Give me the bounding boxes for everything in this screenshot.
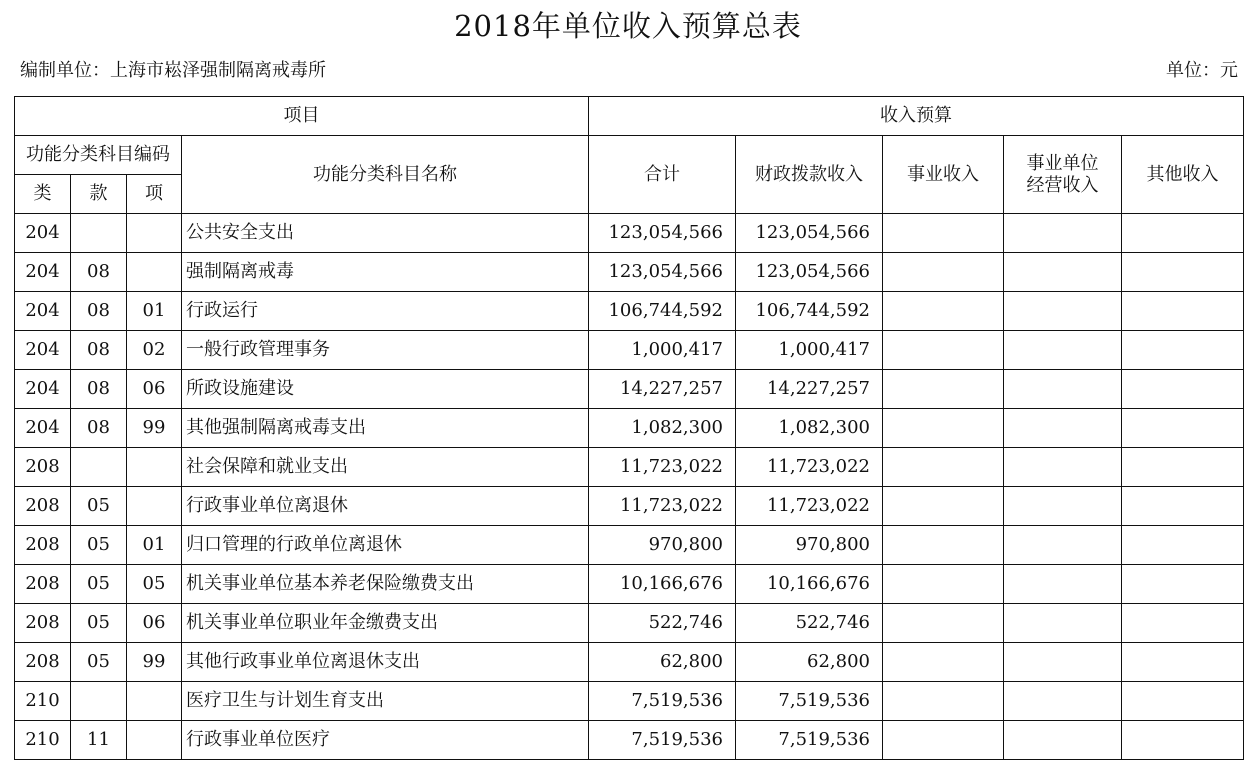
cell-xiang: 06 [127, 604, 182, 643]
cell-lei: 208 [15, 487, 71, 526]
cell-operating [1004, 604, 1122, 643]
cell-fiscal: 106,744,592 [736, 292, 883, 331]
table-row [15, 526, 1244, 565]
cell-subject-name: 其他强制隔离戒毒支出 [182, 409, 589, 448]
cell-kuan: 05 [71, 604, 127, 643]
cell-total: 1,082,300 [589, 409, 736, 448]
cell-fiscal: 7,519,536 [736, 682, 883, 721]
cell-subject-name: 所政设施建设 [182, 370, 589, 409]
cell-total: 106,744,592 [589, 292, 736, 331]
cell-business [883, 487, 1004, 526]
cell-other [1122, 370, 1244, 409]
cell-subject-name: 行政事业单位离退休 [182, 487, 589, 526]
table-row [15, 409, 1244, 448]
cell-total: 7,519,536 [589, 721, 736, 760]
income-budget-table [14, 96, 1244, 760]
cell-subject-name: 机关事业单位基本养老保险缴费支出 [182, 565, 589, 604]
header-operating-line1: 事业单位 [1026, 152, 1099, 174]
header-xiang: 项 [127, 175, 182, 214]
cell-other [1122, 487, 1244, 526]
cell-other [1122, 643, 1244, 682]
cell-business [883, 448, 1004, 487]
header-subject-name: 功能分类科目名称 [182, 136, 589, 214]
cell-subject-name: 公共安全支出 [182, 214, 589, 253]
cell-other [1122, 682, 1244, 721]
cell-subject-name: 社会保障和就业支出 [182, 448, 589, 487]
table-row [15, 487, 1244, 526]
cell-operating [1004, 721, 1122, 760]
cell-lei: 208 [15, 526, 71, 565]
cell-business [883, 643, 1004, 682]
header-income-budget: 收入预算 [589, 97, 1244, 136]
cell-total: 1,000,417 [589, 331, 736, 370]
header-lei: 类 [15, 175, 71, 214]
cell-fiscal: 11,723,022 [736, 487, 883, 526]
cell-business [883, 565, 1004, 604]
cell-subject-name: 一般行政管理事务 [182, 331, 589, 370]
page-title: 2018年单位收入预算总表 [454, 9, 802, 43]
cell-operating [1004, 526, 1122, 565]
cell-operating [1004, 409, 1122, 448]
cell-total: 11,723,022 [589, 487, 736, 526]
cell-fiscal: 1,082,300 [736, 409, 883, 448]
cell-fiscal: 62,800 [736, 643, 883, 682]
table-row [15, 448, 1244, 487]
cell-business [883, 409, 1004, 448]
cell-other [1122, 214, 1244, 253]
cell-kuan [71, 448, 127, 487]
cell-other [1122, 253, 1244, 292]
cell-total: 14,227,257 [589, 370, 736, 409]
cell-operating [1004, 448, 1122, 487]
cell-business [883, 292, 1004, 331]
cell-lei: 210 [15, 682, 71, 721]
cell-fiscal: 11,723,022 [736, 448, 883, 487]
cell-operating [1004, 487, 1122, 526]
cell-xiang: 01 [127, 292, 182, 331]
cell-xiang [127, 682, 182, 721]
cell-business [883, 721, 1004, 760]
cell-lei: 210 [15, 721, 71, 760]
cell-operating [1004, 682, 1122, 721]
cell-fiscal: 522,746 [736, 604, 883, 643]
cell-operating [1004, 292, 1122, 331]
cell-total: 123,054,566 [589, 253, 736, 292]
cell-xiang [127, 448, 182, 487]
cell-fiscal: 123,054,566 [736, 253, 883, 292]
cell-xiang [127, 253, 182, 292]
cell-operating [1004, 331, 1122, 370]
cell-kuan: 05 [71, 526, 127, 565]
cell-business [883, 214, 1004, 253]
table-row [15, 331, 1244, 370]
header-item: 项目 [15, 97, 589, 136]
cell-fiscal: 123,054,566 [736, 214, 883, 253]
table-row [15, 253, 1244, 292]
header-operating-line2: 经营收入 [1026, 174, 1099, 196]
cell-operating [1004, 253, 1122, 292]
cell-xiang: 99 [127, 643, 182, 682]
cell-total: 11,723,022 [589, 448, 736, 487]
cell-business [883, 370, 1004, 409]
cell-other [1122, 565, 1244, 604]
cell-xiang: 99 [127, 409, 182, 448]
cell-kuan: 08 [71, 331, 127, 370]
cell-kuan: 05 [71, 487, 127, 526]
cell-xiang: 05 [127, 565, 182, 604]
cell-operating [1004, 643, 1122, 682]
cell-other [1122, 604, 1244, 643]
header-fiscal: 财政拨款收入 [736, 136, 883, 214]
cell-fiscal: 14,227,257 [736, 370, 883, 409]
cell-lei: 204 [15, 409, 71, 448]
cell-operating [1004, 565, 1122, 604]
cell-subject-name: 行政事业单位医疗 [182, 721, 589, 760]
compiling-unit: 编制单位：上海市崧泽强制隔离戒毒所 [20, 60, 326, 81]
cell-operating [1004, 370, 1122, 409]
cell-kuan [71, 682, 127, 721]
cell-fiscal: 1,000,417 [736, 331, 883, 370]
table-row [15, 721, 1244, 760]
cell-other [1122, 526, 1244, 565]
header-code-group: 功能分类科目编码 [15, 136, 182, 175]
table-row [15, 214, 1244, 253]
cell-business [883, 526, 1004, 565]
cell-kuan: 05 [71, 643, 127, 682]
cell-fiscal: 7,519,536 [736, 721, 883, 760]
cell-business [883, 604, 1004, 643]
header-total: 合计 [589, 136, 736, 214]
table-row [15, 682, 1244, 721]
cell-total: 522,746 [589, 604, 736, 643]
cell-lei: 208 [15, 565, 71, 604]
cell-xiang [127, 487, 182, 526]
table-row [15, 370, 1244, 409]
cell-other [1122, 448, 1244, 487]
cell-lei: 204 [15, 292, 71, 331]
cell-total: 970,800 [589, 526, 736, 565]
cell-kuan: 08 [71, 409, 127, 448]
cell-other [1122, 292, 1244, 331]
cell-kuan: 08 [71, 370, 127, 409]
cell-fiscal: 970,800 [736, 526, 883, 565]
cell-subject-name: 其他行政事业单位离退休支出 [182, 643, 589, 682]
cell-business [883, 253, 1004, 292]
cell-lei: 208 [15, 604, 71, 643]
cell-kuan: 08 [71, 292, 127, 331]
cell-xiang: 01 [127, 526, 182, 565]
cell-other [1122, 409, 1244, 448]
table-row [15, 604, 1244, 643]
cell-kuan: 11 [71, 721, 127, 760]
cell-lei: 208 [15, 448, 71, 487]
cell-subject-name: 强制隔离戒毒 [182, 253, 589, 292]
cell-kuan: 05 [71, 565, 127, 604]
cell-lei: 204 [15, 331, 71, 370]
cell-total: 10,166,676 [589, 565, 736, 604]
cell-xiang [127, 214, 182, 253]
cell-total: 62,800 [589, 643, 736, 682]
table-row [15, 565, 1244, 604]
cell-lei: 204 [15, 214, 71, 253]
cell-other [1122, 331, 1244, 370]
cell-lei: 208 [15, 643, 71, 682]
cell-subject-name: 机关事业单位职业年金缴费支出 [182, 604, 589, 643]
cell-total: 123,054,566 [589, 214, 736, 253]
cell-fiscal: 10,166,676 [736, 565, 883, 604]
table-row [15, 292, 1244, 331]
cell-subject-name: 行政运行 [182, 292, 589, 331]
cell-kuan [71, 214, 127, 253]
cell-xiang [127, 721, 182, 760]
cell-total: 7,519,536 [589, 682, 736, 721]
cell-business [883, 682, 1004, 721]
cell-xiang: 02 [127, 331, 182, 370]
cell-lei: 204 [15, 253, 71, 292]
cell-subject-name: 医疗卫生与计划生育支出 [182, 682, 589, 721]
cell-business [883, 331, 1004, 370]
header-kuan: 款 [71, 175, 127, 214]
header-business: 事业收入 [883, 136, 1004, 214]
cell-kuan: 08 [71, 253, 127, 292]
cell-operating [1004, 214, 1122, 253]
header-other: 其他收入 [1122, 136, 1244, 214]
cell-lei: 204 [15, 370, 71, 409]
cell-subject-name: 归口管理的行政单位离退休 [182, 526, 589, 565]
table-row [15, 643, 1244, 682]
header-operating [1004, 136, 1122, 214]
currency-unit: 单位：元 [1166, 60, 1238, 81]
cell-xiang: 06 [127, 370, 182, 409]
cell-other [1122, 721, 1244, 760]
